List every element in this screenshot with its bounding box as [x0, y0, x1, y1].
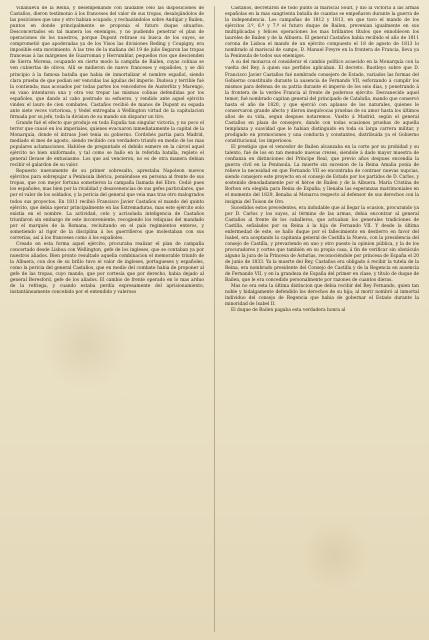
paragraph: El duque de Bailen pagaba esta verdadera honra al — [231, 308, 346, 314]
paragraph: Sucedidos estos precedentes, era indudable que al llegar la ocasion, procurando ya por D. Carlos y los suyos, al término de las armas, debia encontrar al general Castaños al frente de los caballeros, que actuaban los generales tradiciones de Castilla, señalados por su Reina á la hija de Fernando VII. Y desde la última enfermedad de este, se hallo duque por el fallecimiento en destierro en favor del Isabel, era aceptando la capitania general de Castilla la Nueva, con la presidencia del consejo de Castilla, y prevariendo en uno y otro puesto la opinion pública, y la de los procuradores y cortes que también en su propia casa, á fin de verificar sin obstáculo alguno la jura de la Princesa de Asturias, reconociéndole por princesa de España el 20 de junio de 1833. Ya la muerte del Rey, Castaños era obligado á recibir la tutela de la Reina, era nombrado presidente del Consejo de Castilla y de la Regencia en ausencia de Fernando VII, y en la grandeza de España del primer en clase, y título de duque de Bailen, que le era concedido personalmente por razones de cuantos dieras. — [225, 205, 419, 284]
left-column — [10, 6, 204, 632]
paragraph: El prestigio que el vencedor de Bailen alcanzaba en la corte por su probidad y su talento, fué de los en tan menudo nuevas crezes, siendole á dado mayor muestra de confianza en distinciones del Príncipe Real, que previo años despues encendía la guerra civil en la Península. La muerte sin sucesion de la Reina Amalia ponía de relieve la necesidad en que Fernando VII se encontraba de contraer nuevas nupcias, siendo consejero este proyecto en el consejo de Estado por los partidos de D. Carlos, y sostenido denodadamente por el héroe de Bailen y de la Albuera. María Cristina de Borbon era elegida para Reina de España; y llenaba las esperanzas matrimoniales en el momento del 1829, llenaba al Monarca respecto al defensor de sus derechos con la insignia del Toison de Oro. — [225, 145, 419, 205]
paragraph: Castaños, decretaron de todo punto al mariscal Soult, y dio la victoria á las armas españolas en la mas sangrienta batalla de cuantas se empeñaron durante la guerra de la independencia. Los campañas de 1812 y 1813, en que tuvo el mando de los ejércitos 3.º, 6.º y 7.º el futuro duque de Bailen, prevenian igualmente en sus multiplicadas y felices operaciones los mas brillantes títulos que ennoblecen los laureles de Bailen y de la Albuera. El general Castaños había recibido el año de 1811 corona de Lisboa el mando de un ejército compuesto el 18 de agosto de 1813 lo nombrado al mariscal de campo, D. Manuel Freyre en la frontera de Francia, lleva ya la Península de todos sus enemigos. — [225, 6, 419, 60]
article-columns — [10, 6, 419, 632]
paragraph: Grande fué el efecto que produjo en toda España tan singular victoria, y no poco el terror que causó en los imperiales, quienes evacuaron inmediatamente la capital de la Monarquía, donde el intruso José tenia su gobierno. Cordobés partia para Madrid, mediado el mes de agosto, siendo recibido con verdadero triunfo en medio de los mas populares aclamaciones. Hablóse de preguntado el debido esmero en la cárcel aquel ejército no bien uniformado, y tal como se hallo en la referida batalla, repleto el general llevase de entusiasmo. Los que así vencieron, no es de otra manera debian recibir el galardon de su valor. — [10, 120, 204, 169]
paragraph: Creado en esta forma aquel ejército, procuraba realizar el plan de campaña concertado desde Lisboa con Wellington, gefe de los ingleses, que se contaban ya por nuestros aliados. Bien pronto resultado aquella combinacion el memorable triunfo de la Albuera, con dos de su brillo tuvo el valor de ingleses, portugueses y españoles, como la pericia del general Castaños, que en medio del combate habia de proponer al gefe de las tropas, cuyo mando, que por cortesía que por derecho, habia dejado al general Beresford, gefe de los aliados. El cambio de frente operado en lo mas arduo de la refriega, y cuando estaba perdía expresamente del aprisionamiento, instantáneamente concebido por el entendido y valeroso — [10, 241, 204, 296]
paragraph: A su del monarca el considerar el cambio político acaecido en la Monarquía con la vuelta del Rey, á quien sus perfidos aplicaban. El decreto. Ruotleyo sobre que D. Francisco Javier Castaños fué nombrado consejero de Estado, variados las formas del Gobierno constituido durante la ausencia de Fernando VII, esforzando á cumplir los mismos para defensa de su patria durante el imperio de los seis dias, y penetrando á la frontera de la verdes Francia al frente de poderoso ejército. Desvanecido aquel temor, fué nombrado capitan general del principado de Cataluña, mando que conservó hasta el año de 1820, y que ejerció con aplauso de los naturales, quienes le conservaron grande afecto y dieron inequívocas pruebas de su amor hasta los últimos años de su vida, segun despues notaremos. Vuelto á Madrid, según el general Castaños en plaza de consejero, dando con todas ocasiones pruebas de aquella templanza y suavidad que le habian distinguido en toda su larga carrera militar, y prodigado en promociones y una conducta y constantes, distribuida ya el Gobierno constitucional, los imperiosos. — [225, 60, 419, 145]
paragraph: Repuesto nuevamente de su primer sobresalto, aprestaba Napoleon nuevos ejércitos para sobrepujar a Península ibérica, poniéndose en persona al frente de sus tropas, que con mejor fortuna sometieron la campaña llamada del Ebro. Cedió pues los españoles, mas bien por la rivalidad y desavenencias de sus gefes particulares, que por el valor de los soldados, y la pericia del general que veia mas tras otro malogrados todos sus proyectos. En 1811 recibió Francisco Javier Castaños el mando del quinto ejército, que debia operar principalmente en las Estremaduras, mas este ejército solo existia en el nombre. La actividad, celo y acrisolada inteligencia de Castaños triunfaron sin embargo de este inconveniente, recogiendo los reliquias del mandado por el marqués de la Romana, recluitando en el país regimientos enteros, y sometiendo al rigor de la disciplina á los guerrilleros que molestaban con sus correrías, así á los franceses como á los españoles. — [10, 169, 204, 241]
column-divider — [214, 6, 215, 632]
paragraph: Mas no era esta la última distincion que debia recibir del Rey Fernando, quien tan noble y hidalgamente defendido los derechos de su hija; al morir nombró al inmortal individuo del consejo de Regencia que habia de gobernar el Estado durante la minoridad de Isabel II. — [225, 284, 419, 308]
paragraph: Villanueva de la Reina, y desempeñando con laudable celo las disposiciones de Castaños, dieron testimonio á los franceses del valor de sus tropas, desalojándolos de las posiciones que uno y otro habian ocupado, y rechazándolos sobre Andújar y Bailen, puntos en donde principalmente se proponia el futuro duque situarlos. Desconcertados en tal manera los enemigos, y no pudiendo penetrar el plan de operaciones de los nuestros, porque Dupont retirase su busca de los suyos, se comprometió que apoderadas ya de los Visos las divisiones Reding y Coupigny, era imposible esta movimiento. A las tres de la mañana del 19 de julio llegaron las tropas francesas á las márgenes de Guarroman y Herrumblar, pequeños rios que descienden de Sierra Morena, ocupando en cierto modo la campiña de Bailen, cuyas colinas se ven cubiertas de olivos. Allí se midieron de nuevo franceses y españoles, y se dió principio á la famosa batalla que habia de inmortalizar el nombre español, siendo clara prueba de que podian ser vencidas las águilas del imperio. Dudosa y terrible fué la contienda; mas acosados por todas partes los vencedores de Austerlitz y Marengo, en vano intentaron una y otra vez trepar las mismas colinas defendidas por los españoles, que dando al cabo postrado su esfuerzo, y rendido ante aquel ejército vindex el lauro de cien combates. Castaños recibió de manos de Dupont su espada ante siete veces victoriosa, y Vedel entregaba á Wellington virtud de la capitulacion firmada por su jefe, toda la division de su mando sin disparar un tiro. — [10, 6, 204, 120]
right-column — [225, 6, 419, 632]
